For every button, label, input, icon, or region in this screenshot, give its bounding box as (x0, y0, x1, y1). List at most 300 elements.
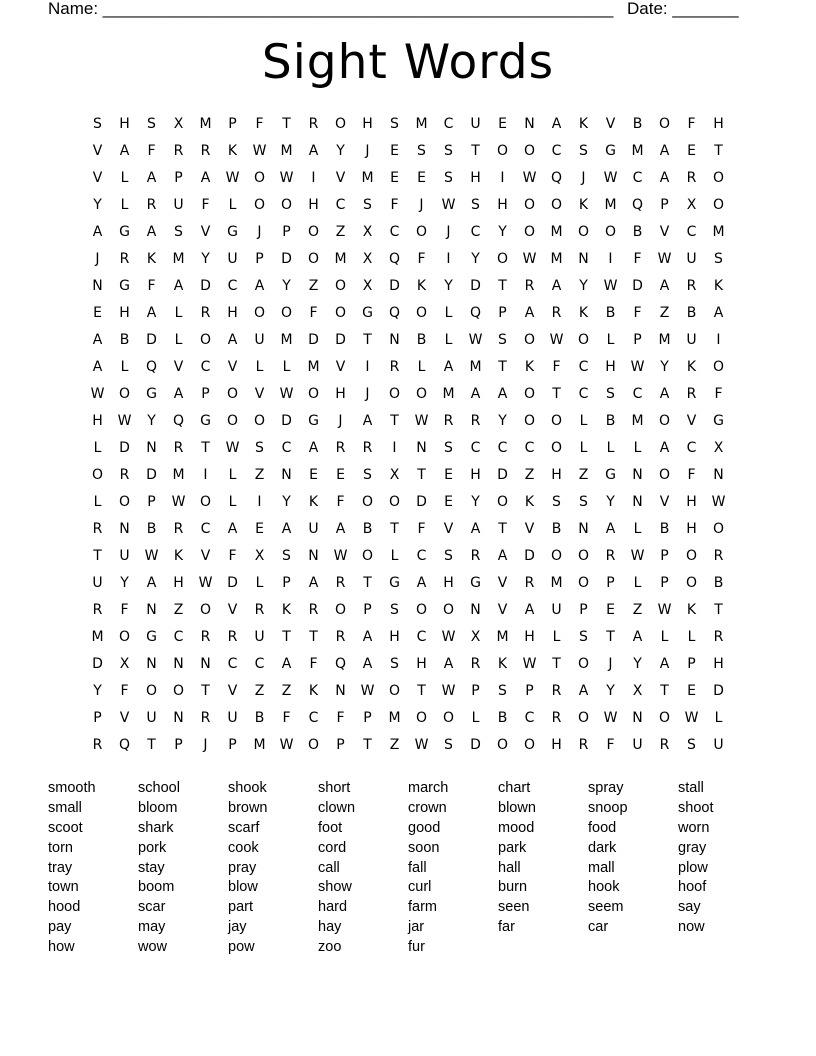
grid-letter[interactable]: O (361, 548, 374, 564)
grid-letter[interactable]: T (498, 278, 507, 294)
grid-letter[interactable]: A (362, 629, 373, 645)
grid-letter[interactable]: P (498, 305, 507, 321)
grid-letter[interactable]: Y (660, 359, 669, 375)
grid-letter[interactable]: L (633, 440, 642, 456)
grid-letter[interactable]: V (335, 359, 346, 375)
grid-letter[interactable]: U (632, 737, 643, 753)
grid-letter[interactable]: G (227, 224, 238, 240)
grid-letter[interactable]: V (335, 170, 346, 186)
grid-letter[interactable]: S (147, 116, 156, 132)
grid-letter[interactable]: O (604, 224, 617, 240)
grid-letter[interactable]: S (363, 467, 372, 483)
grid-letter[interactable]: L (606, 440, 615, 456)
grid-letter[interactable]: Y (606, 683, 615, 699)
grid-letter[interactable]: X (470, 629, 481, 645)
grid-letter[interactable]: O (658, 116, 671, 132)
grid-letter[interactable]: I (446, 251, 451, 267)
grid-letter[interactable]: D (470, 737, 481, 753)
grid-letter[interactable]: P (363, 710, 372, 726)
grid-letter[interactable]: I (500, 170, 505, 186)
grid-letter[interactable]: B (605, 305, 616, 321)
grid-letter[interactable]: G (308, 413, 319, 429)
grid-letter[interactable]: L (579, 440, 588, 456)
grid-letter[interactable]: O (415, 224, 428, 240)
grid-letter[interactable]: N (146, 440, 157, 456)
grid-letter[interactable]: V (200, 224, 211, 240)
grid-letter[interactable]: M (361, 170, 374, 186)
grid-letter[interactable]: O (388, 494, 401, 510)
grid-letter[interactable]: T (282, 629, 291, 645)
grid-letter[interactable]: M (712, 224, 725, 240)
grid-letter[interactable]: P (471, 683, 480, 699)
grid-letter[interactable]: N (713, 467, 724, 483)
grid-letter[interactable]: N (389, 332, 400, 348)
grid-letter[interactable]: J (365, 143, 370, 159)
grid-letter[interactable]: A (362, 656, 373, 672)
grid-letter[interactable]: F (390, 197, 399, 213)
grid-letter[interactable]: A (308, 440, 319, 456)
grid-letter[interactable]: L (255, 359, 264, 375)
grid-letter[interactable]: K (281, 602, 292, 618)
grid-letter[interactable]: T (471, 143, 480, 159)
grid-letter[interactable]: M (631, 413, 644, 429)
grid-letter[interactable]: F (714, 386, 723, 402)
grid-letter[interactable]: Q (550, 170, 563, 186)
grid-letter[interactable]: N (146, 602, 157, 618)
grid-letter[interactable]: S (417, 143, 426, 159)
grid-letter[interactable]: C (470, 440, 481, 456)
grid-letter[interactable]: V (227, 359, 238, 375)
grid-letter[interactable]: R (173, 440, 184, 456)
grid-letter[interactable]: M (550, 251, 563, 267)
grid-letter[interactable]: U (254, 629, 265, 645)
grid-letter[interactable]: R (686, 386, 697, 402)
grid-letter[interactable]: T (498, 521, 507, 537)
grid-letter[interactable]: M (253, 737, 266, 753)
grid-letter[interactable]: P (579, 602, 588, 618)
grid-letter[interactable]: V (92, 143, 103, 159)
grid-letter[interactable]: M (307, 359, 320, 375)
grid-letter[interactable]: T (714, 602, 723, 618)
grid-letter[interactable]: H (605, 359, 616, 375)
grid-letter[interactable]: W (414, 413, 429, 429)
grid-letter[interactable]: F (228, 548, 237, 564)
grid-letter[interactable]: H (497, 197, 508, 213)
grid-letter[interactable]: E (336, 467, 345, 483)
grid-letter[interactable]: I (392, 440, 397, 456)
grid-letter[interactable]: O (118, 494, 131, 510)
grid-letter[interactable]: V (173, 359, 184, 375)
grid-letter[interactable]: T (201, 440, 210, 456)
grid-letter[interactable]: O (712, 359, 725, 375)
grid-letter[interactable]: H (686, 494, 697, 510)
grid-letter[interactable]: X (632, 683, 643, 699)
grid-letter[interactable]: G (470, 575, 481, 591)
grid-letter[interactable]: A (173, 278, 184, 294)
grid-letter[interactable]: Y (93, 683, 102, 699)
grid-letter[interactable]: T (552, 656, 561, 672)
grid-letter[interactable]: O (253, 170, 266, 186)
grid-letter[interactable]: W (225, 440, 240, 456)
grid-letter[interactable]: D (470, 278, 481, 294)
grid-letter[interactable]: R (659, 737, 670, 753)
grid-letter[interactable]: Z (254, 683, 265, 699)
grid-letter[interactable]: K (308, 494, 319, 510)
grid-letter[interactable]: W (279, 170, 294, 186)
grid-letter[interactable]: S (714, 251, 723, 267)
grid-letter[interactable]: Q (388, 305, 401, 321)
grid-letter[interactable]: O (334, 305, 347, 321)
grid-letter[interactable]: P (687, 656, 696, 672)
grid-letter[interactable]: W (630, 359, 645, 375)
grid-letter[interactable]: R (362, 440, 373, 456)
grid-letter[interactable]: V (686, 413, 697, 429)
grid-letter[interactable]: P (228, 116, 237, 132)
grid-letter[interactable]: R (605, 548, 616, 564)
grid-letter[interactable]: L (444, 332, 453, 348)
grid-letter[interactable]: S (174, 224, 183, 240)
grid-letter[interactable]: N (173, 656, 184, 672)
grid-letter[interactable]: H (713, 116, 724, 132)
grid-letter[interactable]: J (95, 251, 100, 267)
grid-letter[interactable]: U (119, 548, 130, 564)
grid-letter[interactable]: O (685, 575, 698, 591)
grid-letter[interactable]: L (471, 710, 480, 726)
grid-letter[interactable]: A (227, 521, 238, 537)
grid-letter[interactable]: S (444, 170, 453, 186)
grid-letter[interactable]: N (281, 467, 292, 483)
grid-letter[interactable]: W (117, 413, 132, 429)
grid-letter[interactable]: Y (471, 494, 480, 510)
grid-letter[interactable]: D (335, 332, 346, 348)
grid-letter[interactable]: A (146, 575, 157, 591)
grid-letter[interactable]: G (605, 143, 616, 159)
grid-letter[interactable]: S (471, 197, 480, 213)
grid-letter[interactable]: P (660, 197, 669, 213)
grid-letter[interactable]: M (442, 386, 455, 402)
grid-letter[interactable]: H (335, 386, 346, 402)
grid-letter[interactable]: N (119, 521, 130, 537)
grid-letter[interactable]: S (444, 143, 453, 159)
grid-letter[interactable]: L (687, 629, 696, 645)
grid-letter[interactable]: R (92, 602, 103, 618)
grid-letter[interactable]: Z (308, 278, 319, 294)
grid-letter[interactable]: O (577, 224, 590, 240)
grid-letter[interactable]: F (552, 359, 561, 375)
grid-letter[interactable]: P (228, 737, 237, 753)
grid-letter[interactable]: O (307, 737, 320, 753)
grid-letter[interactable]: O (685, 548, 698, 564)
grid-letter[interactable]: H (119, 116, 130, 132)
grid-letter[interactable]: L (390, 548, 399, 564)
grid-letter[interactable]: A (659, 386, 670, 402)
grid-letter[interactable]: L (417, 359, 426, 375)
grid-letter[interactable]: L (552, 629, 561, 645)
grid-letter[interactable]: O (442, 710, 455, 726)
grid-letter[interactable]: O (415, 602, 428, 618)
grid-letter[interactable]: G (146, 386, 157, 402)
grid-letter[interactable]: W (441, 197, 456, 213)
grid-letter[interactable]: H (227, 305, 238, 321)
grid-letter[interactable]: U (227, 710, 238, 726)
grid-letter[interactable]: Y (93, 197, 102, 213)
grid-letter[interactable]: L (633, 575, 642, 591)
grid-letter[interactable]: C (632, 170, 643, 186)
grid-letter[interactable]: B (119, 332, 130, 348)
grid-letter[interactable]: W (603, 170, 618, 186)
grid-letter[interactable]: A (443, 359, 454, 375)
grid-letter[interactable]: V (659, 494, 670, 510)
grid-letter[interactable]: O (199, 602, 212, 618)
grid-letter[interactable]: A (92, 359, 103, 375)
grid-letter[interactable]: M (658, 332, 671, 348)
grid-letter[interactable]: O (658, 413, 671, 429)
grid-letter[interactable]: O (199, 494, 212, 510)
grid-letter[interactable]: Z (389, 737, 400, 753)
grid-letter[interactable]: C (200, 521, 211, 537)
grid-letter[interactable]: A (254, 278, 265, 294)
grid-letter[interactable]: K (524, 359, 535, 375)
grid-letter[interactable]: R (173, 143, 184, 159)
grid-letter[interactable]: V (227, 683, 238, 699)
grid-letter[interactable]: P (93, 710, 102, 726)
grid-letter[interactable]: O (496, 737, 509, 753)
grid-letter[interactable]: L (174, 305, 183, 321)
grid-letter[interactable]: L (282, 359, 291, 375)
grid-letter[interactable]: F (633, 305, 642, 321)
grid-letter[interactable]: R (173, 521, 184, 537)
grid-letter[interactable]: S (282, 548, 291, 564)
grid-letter[interactable]: C (524, 440, 535, 456)
grid-letter[interactable]: H (713, 656, 724, 672)
grid-letter[interactable]: U (551, 602, 562, 618)
grid-letter[interactable]: H (416, 656, 427, 672)
grid-letter[interactable]: S (579, 494, 588, 510)
grid-letter[interactable]: E (309, 467, 318, 483)
grid-letter[interactable]: E (390, 170, 399, 186)
grid-letter[interactable]: D (713, 683, 724, 699)
grid-letter[interactable]: K (497, 656, 508, 672)
grid-letter[interactable]: G (200, 413, 211, 429)
grid-letter[interactable]: Y (201, 251, 210, 267)
grid-letter[interactable]: J (338, 413, 343, 429)
grid-letter[interactable]: B (632, 116, 643, 132)
grid-letter[interactable]: S (552, 494, 561, 510)
grid-letter[interactable]: F (336, 710, 345, 726)
grid-letter[interactable]: G (119, 224, 130, 240)
grid-letter[interactable]: M (199, 116, 212, 132)
grid-letter[interactable]: A (92, 224, 103, 240)
grid-letter[interactable]: O (496, 494, 509, 510)
grid-letter[interactable]: L (444, 305, 453, 321)
grid-letter[interactable]: K (524, 494, 535, 510)
grid-letter[interactable]: I (311, 170, 316, 186)
grid-letter[interactable]: X (389, 467, 400, 483)
grid-letter[interactable]: F (309, 305, 318, 321)
grid-letter[interactable]: R (443, 413, 454, 429)
grid-letter[interactable]: W (603, 710, 618, 726)
grid-letter[interactable]: C (632, 386, 643, 402)
grid-letter[interactable]: H (92, 413, 103, 429)
grid-letter[interactable]: T (201, 683, 210, 699)
grid-letter[interactable]: O (712, 197, 725, 213)
grid-letter[interactable]: A (470, 521, 481, 537)
grid-letter[interactable]: O (658, 710, 671, 726)
grid-letter[interactable]: W (657, 602, 672, 618)
grid-letter[interactable]: E (255, 521, 264, 537)
grid-letter[interactable]: K (578, 197, 589, 213)
grid-letter[interactable]: D (524, 548, 535, 564)
grid-letter[interactable]: D (281, 251, 292, 267)
grid-letter[interactable]: U (254, 332, 265, 348)
grid-letter[interactable]: R (200, 710, 211, 726)
grid-letter[interactable]: H (470, 170, 481, 186)
grid-letter[interactable]: R (551, 305, 562, 321)
grid-letter[interactable]: T (282, 116, 291, 132)
grid-letter[interactable]: S (579, 143, 588, 159)
grid-letter[interactable]: N (92, 278, 103, 294)
grid-letter[interactable]: D (227, 575, 238, 591)
grid-letter[interactable]: E (444, 467, 453, 483)
grid-letter[interactable]: C (281, 440, 292, 456)
grid-letter[interactable]: A (416, 575, 427, 591)
grid-letter[interactable]: C (497, 440, 508, 456)
grid-letter[interactable]: T (363, 575, 372, 591)
grid-letter[interactable]: R (335, 629, 346, 645)
grid-letter[interactable]: O (226, 386, 239, 402)
grid-letter[interactable]: A (146, 224, 157, 240)
grid-letter[interactable]: W (279, 737, 294, 753)
grid-letter[interactable]: O (577, 710, 590, 726)
grid-letter[interactable]: F (336, 494, 345, 510)
grid-letter[interactable]: Y (498, 224, 507, 240)
grid-letter[interactable]: Y (471, 251, 480, 267)
grid-letter[interactable]: I (608, 251, 613, 267)
grid-letter[interactable]: C (389, 224, 400, 240)
grid-letter[interactable]: R (686, 170, 697, 186)
grid-letter[interactable]: R (335, 440, 346, 456)
grid-letter[interactable]: W (630, 548, 645, 564)
grid-letter[interactable]: F (687, 116, 696, 132)
grid-letter[interactable]: X (119, 656, 130, 672)
grid-letter[interactable]: W (441, 629, 456, 645)
grid-letter[interactable]: C (416, 629, 427, 645)
grid-letter[interactable]: Q (388, 251, 401, 267)
grid-letter[interactable]: C (578, 359, 589, 375)
grid-letter[interactable]: Y (120, 575, 129, 591)
grid-letter[interactable]: W (171, 494, 186, 510)
grid-letter[interactable]: O (523, 197, 536, 213)
grid-letter[interactable]: A (470, 386, 481, 402)
grid-letter[interactable]: T (498, 359, 507, 375)
grid-letter[interactable]: V (605, 116, 616, 132)
grid-letter[interactable]: V (227, 602, 238, 618)
grid-letter[interactable]: W (252, 143, 267, 159)
grid-letter[interactable]: O (712, 170, 725, 186)
grid-letter[interactable]: W (414, 737, 429, 753)
grid-letter[interactable]: C (200, 359, 211, 375)
grid-letter[interactable]: T (417, 683, 426, 699)
grid-letter[interactable]: O (118, 386, 131, 402)
grid-letter[interactable]: E (687, 143, 696, 159)
grid-letter[interactable]: O (280, 305, 293, 321)
grid-letter[interactable]: Z (173, 602, 184, 618)
grid-letter[interactable]: S (579, 629, 588, 645)
grid-letter[interactable]: B (146, 521, 157, 537)
grid-letter[interactable]: A (524, 602, 535, 618)
grid-letter[interactable]: D (146, 467, 157, 483)
grid-letter[interactable]: T (606, 629, 615, 645)
grid-letter[interactable]: A (632, 629, 643, 645)
grid-letter[interactable]: R (308, 116, 319, 132)
grid-letter[interactable]: S (444, 548, 453, 564)
grid-letter[interactable]: L (120, 197, 129, 213)
grid-letter[interactable]: O (523, 737, 536, 753)
grid-letter[interactable]: V (92, 170, 103, 186)
grid-letter[interactable]: T (363, 737, 372, 753)
grid-letter[interactable]: O (334, 602, 347, 618)
grid-letter[interactable]: R (254, 602, 265, 618)
grid-letter[interactable]: I (716, 332, 721, 348)
grid-letter[interactable]: D (119, 440, 130, 456)
grid-letter[interactable]: R (470, 548, 481, 564)
grid-letter[interactable]: R (227, 629, 238, 645)
grid-letter[interactable]: O (577, 656, 590, 672)
grid-letter[interactable]: M (550, 575, 563, 591)
grid-letter[interactable]: A (659, 440, 670, 456)
grid-letter[interactable]: C (227, 656, 238, 672)
grid-letter[interactable]: C (524, 710, 535, 726)
grid-letter[interactable]: Y (633, 656, 642, 672)
grid-letter[interactable]: Z (254, 467, 265, 483)
grid-letter[interactable]: S (444, 737, 453, 753)
grid-letter[interactable]: B (632, 224, 643, 240)
grid-letter[interactable]: M (172, 467, 185, 483)
grid-letter[interactable]: T (93, 548, 102, 564)
grid-letter[interactable]: B (686, 305, 697, 321)
grid-letter[interactable]: P (660, 575, 669, 591)
grid-letter[interactable]: A (119, 143, 130, 159)
grid-letter[interactable]: M (550, 224, 563, 240)
grid-letter[interactable]: A (551, 278, 562, 294)
grid-letter[interactable]: Q (118, 737, 131, 753)
grid-letter[interactable]: P (282, 575, 291, 591)
grid-letter[interactable]: H (119, 305, 130, 321)
grid-letter[interactable]: B (605, 413, 616, 429)
grid-letter[interactable]: F (687, 467, 696, 483)
grid-letter[interactable]: P (525, 683, 534, 699)
grid-letter[interactable]: F (606, 737, 615, 753)
grid-letter[interactable]: V (659, 224, 670, 240)
grid-letter[interactable]: R (308, 602, 319, 618)
grid-letter[interactable]: V (200, 548, 211, 564)
grid-letter[interactable]: G (389, 575, 400, 591)
grid-letter[interactable]: W (522, 170, 537, 186)
grid-letter[interactable]: N (200, 656, 211, 672)
grid-letter[interactable]: Y (282, 494, 291, 510)
grid-letter[interactable]: R (578, 737, 589, 753)
grid-letter[interactable]: L (93, 440, 102, 456)
grid-letter[interactable]: H (173, 575, 184, 591)
grid-letter[interactable]: O (577, 332, 590, 348)
grid-letter[interactable]: U (713, 737, 724, 753)
grid-letter[interactable]: C (551, 143, 562, 159)
grid-letter[interactable]: I (257, 494, 262, 510)
grid-letter[interactable]: B (362, 521, 373, 537)
grid-letter[interactable]: Z (632, 602, 643, 618)
grid-letter[interactable]: O (415, 305, 428, 321)
grid-letter[interactable]: J (365, 386, 370, 402)
